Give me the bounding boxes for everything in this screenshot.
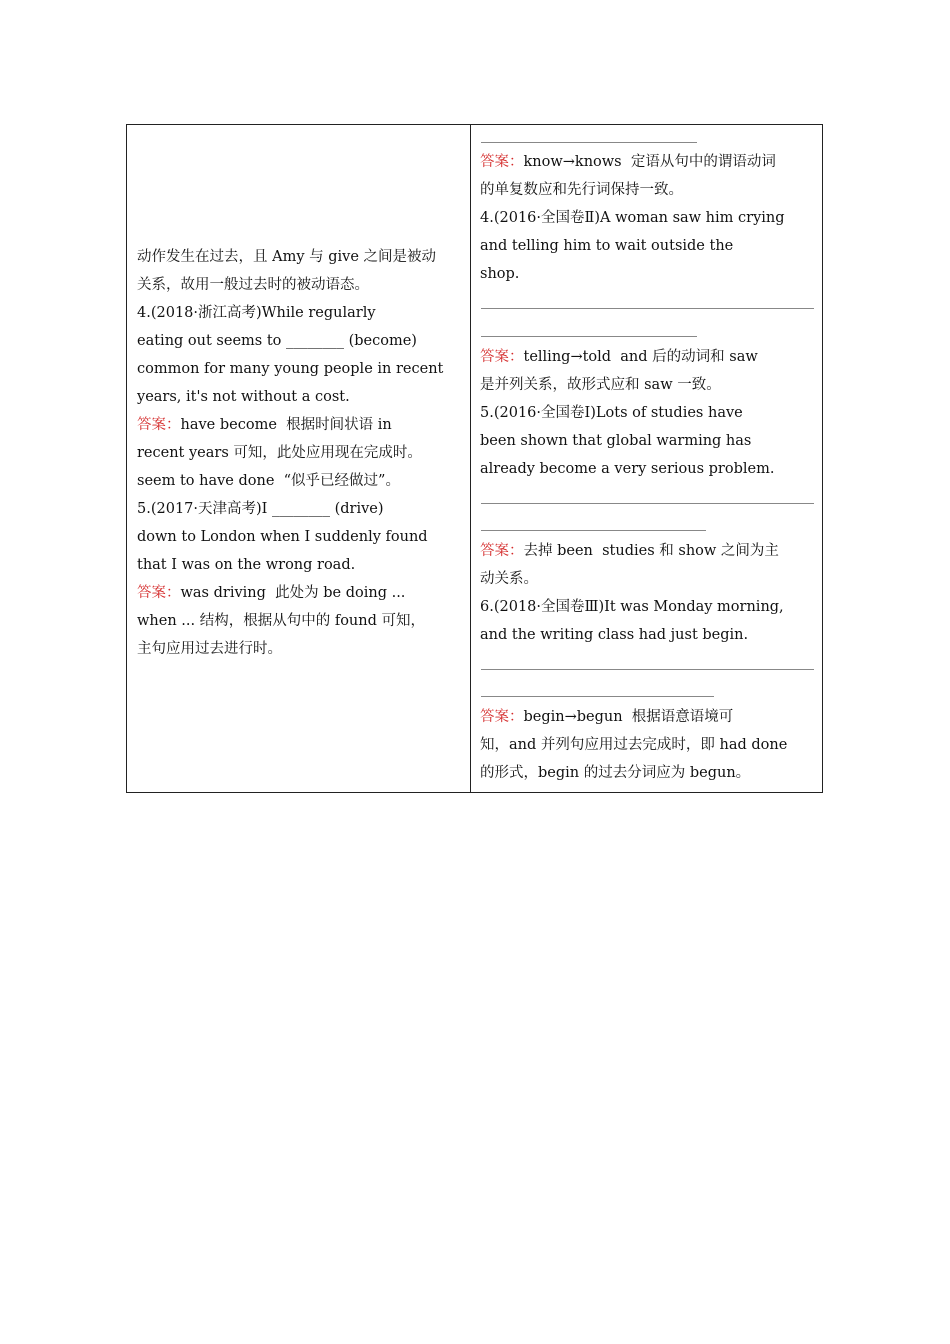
text-line: down to London when I suddenly found: [137, 529, 428, 545]
answer-label: 答案：: [480, 154, 524, 170]
answer-blank-line: [481, 696, 714, 697]
text-line: already become a very serious problem.: [480, 461, 775, 477]
answer-text: know→knows 定语从句中的谓语动词: [523, 154, 776, 170]
text-line: 关系，故用一般过去时的被动语态。: [137, 277, 369, 293]
question-5-stem: 5.(2017·天津高考)I ________ (drive): [137, 501, 384, 517]
left-column: [127, 125, 471, 792]
text-line: shop.: [480, 266, 520, 282]
text-line: been shown that global warming has: [480, 433, 752, 449]
text-line: 主句应用过去进行时。: [137, 641, 282, 657]
answer-label: 答案：: [480, 349, 524, 365]
answer-line: [137, 415, 392, 435]
question-4-stem: 4.(2018·浙江高考)While regularly: [137, 305, 376, 321]
question-6-stem: 6.(2018·全国卷Ⅲ)It was Monday morning,: [480, 599, 784, 615]
answer-line: [480, 152, 776, 172]
text-line: years, it's not without a cost.: [137, 389, 350, 405]
text-line: 是并列关系，故形式应和 saw 一致。: [480, 377, 721, 393]
answer-label: 答案：: [480, 709, 524, 725]
text-line: 动关系。: [480, 571, 538, 587]
exercise-table: [126, 124, 823, 793]
text-line: recent years 可知，此处应用现在完成时。: [137, 445, 422, 461]
question-4-stem: 4.(2016·全国卷Ⅱ)A woman saw him crying: [480, 210, 785, 226]
answer-label: 答案：: [480, 543, 524, 559]
text-line: eating out seems to ________ (become): [137, 333, 417, 349]
text-line: that I was on the wrong road.: [137, 557, 356, 573]
answer-text: have become 根据时间状语 in: [180, 417, 392, 433]
text-line: 动作发生在过去，且 Amy 与 give 之间是被动: [137, 249, 437, 265]
text-line: common for many young people in recent: [137, 361, 444, 377]
answer-text: was driving 此处为 be doing ...: [180, 585, 406, 601]
answer-blank-line: [481, 503, 814, 504]
answer-line: [137, 583, 405, 603]
text-line: seem to have done “似乎已经做过”。: [137, 473, 400, 489]
answer-line: [480, 707, 733, 727]
answer-line: [480, 541, 779, 561]
right-column: [471, 125, 822, 792]
answer-blank-line: [481, 308, 814, 309]
answer-text: 去掉 been studies 和 show 之间为主: [523, 543, 779, 559]
text-line: 知，and 并列句应用过去完成时，即 had done: [480, 737, 788, 753]
text-line: and the writing class had just begin.: [480, 627, 749, 643]
answer-blank-line: [481, 142, 697, 143]
answer-blank-line: [481, 336, 697, 337]
question-5-stem: 5.(2016·全国卷Ⅰ)Lots of studies have: [480, 405, 743, 421]
answer-text: telling→told and 后的动词和 saw: [523, 349, 758, 365]
answer-text: begin→begun 根据语意语境可: [523, 709, 734, 725]
answer-label: 答案：: [137, 585, 181, 601]
text-line: and telling him to wait outside the: [480, 238, 734, 254]
answer-line: [480, 347, 758, 367]
text-line: 的形式，begin 的过去分词应为 begun。: [480, 765, 751, 781]
answer-blank-line: [481, 669, 814, 670]
answer-blank-line: [481, 530, 706, 531]
answer-label: 答案：: [137, 417, 181, 433]
text-line: when ... 结构，根据从句中的 found 可知，: [137, 613, 425, 629]
text-line: 的单复数应和先行词保持一致。: [480, 182, 683, 198]
